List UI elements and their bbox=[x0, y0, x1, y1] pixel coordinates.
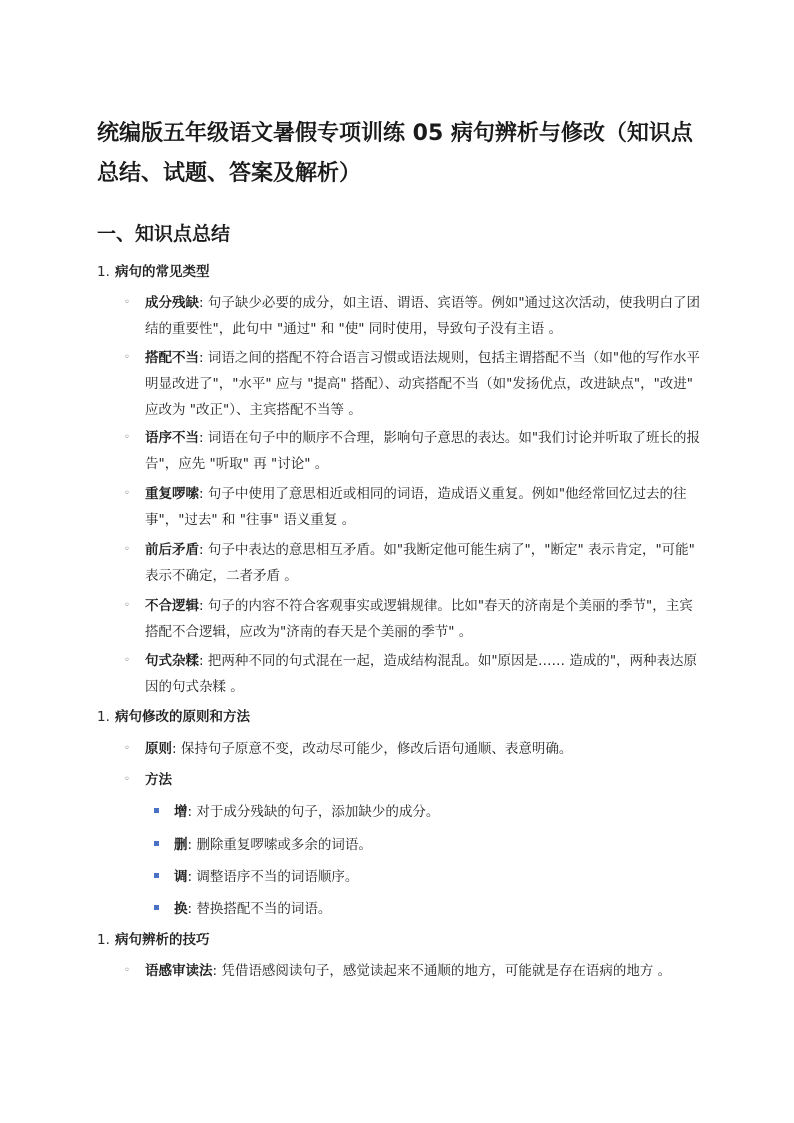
item-term: 方法 bbox=[145, 772, 172, 788]
item-term: 不合逻辑 bbox=[145, 598, 199, 614]
hollow-bullet-icon: ◦ bbox=[124, 600, 130, 611]
item-term: 成分残缺 bbox=[145, 295, 199, 311]
item-term: 重复啰嗦 bbox=[145, 486, 199, 502]
method-term: 删 bbox=[174, 837, 188, 853]
subsection-heading-principles bbox=[97, 707, 717, 727]
item-term: 搭配不当 bbox=[145, 350, 199, 366]
subsection-heading-types bbox=[97, 262, 717, 282]
item-term: 语感审读法 bbox=[145, 963, 213, 979]
list-number: 1. bbox=[97, 264, 110, 280]
square-bullet-icon bbox=[154, 841, 159, 846]
item-body: : 把两种不同的句式混在一起，造成结构混乱。如"原因是…… 造成的"，两种表达原因的句式杂糅 。 bbox=[145, 653, 698, 695]
hollow-bullet-icon: ◦ bbox=[124, 965, 130, 976]
list-number: 1. bbox=[97, 932, 110, 948]
item-term: 语序不当 bbox=[145, 430, 199, 446]
hollow-bullet-icon: ◦ bbox=[124, 774, 130, 785]
item-term: 前后矛盾 bbox=[145, 542, 199, 558]
hollow-bullet-icon: ◦ bbox=[124, 743, 130, 754]
hollow-bullet-icon: ◦ bbox=[124, 352, 130, 363]
item-body: : 词语之间的搭配不符合语言习惯或语法规则，包括主谓搭配不当（如"他的写作水平明显改进了"，"水平" 应与 "提高" 搭配）、动宾搭配不当（如"发扬优点，改进缺点"，"改进" 应改为 "改正"）、主宾搭配不当等 。 bbox=[145, 350, 701, 418]
item-body: : 词语在句子中的顺序不合理，影响句子意思的表达。如"我们讨论并听取了班长的报告"，应先 "听取" 再 "讨论" 。 bbox=[145, 430, 701, 472]
hollow-bullet-icon: ◦ bbox=[124, 655, 130, 666]
method-body: : 替换搭配不当的词语。 bbox=[187, 901, 332, 917]
section-heading: 一、知识点总结 bbox=[97, 223, 231, 245]
subsection-title: 病句辨析的技巧 bbox=[115, 932, 210, 948]
square-bullet-icon bbox=[154, 905, 159, 910]
item-body: : 句子中使用了意思相近或相同的词语，造成语义重复。例如"他经常回忆过去的往事"，"过去" 和 "往事" 语义重复 。 bbox=[145, 486, 687, 528]
hollow-bullet-icon: ◦ bbox=[124, 297, 130, 308]
method-term: 换 bbox=[174, 901, 188, 917]
square-bullet-icon bbox=[154, 808, 159, 813]
method-body: : 对于成分残缺的句子，添加缺少的成分。 bbox=[187, 804, 440, 820]
subsection-title: 病句的常见类型 bbox=[115, 264, 210, 280]
square-bullet-icon bbox=[154, 873, 159, 878]
item-body: : 句子缺少必要的成分，如主语、谓语、宾语等。例如"通过这次活动，使我明白了团结的重要性"，此句中 "通过" 和 "使" 同时使用，导致句子没有主语 。 bbox=[145, 295, 701, 337]
hollow-bullet-icon: ◦ bbox=[124, 544, 130, 555]
subsection-title: 病句修改的原则和方法 bbox=[115, 709, 250, 725]
method-body: : 调整语序不当的词语顺序。 bbox=[187, 869, 359, 885]
hollow-bullet-icon: ◦ bbox=[124, 432, 130, 443]
item-body: : 句子的内容不符合客观事实或逻辑规律。比如"春天的济南是个美丽的季节"，主宾搭配不合逻辑，应改为"济南的春天是个美丽的季节" 。 bbox=[145, 598, 693, 640]
hollow-bullet-icon: ◦ bbox=[124, 488, 130, 499]
item-body: : 凭借语感阅读句子，感觉读起来不通顺的地方，可能就是存在语病的地方 。 bbox=[212, 963, 672, 979]
item-term: 原则 bbox=[145, 741, 172, 757]
document-title: 统编版五年级语文暑假专项训练 05 病句辨析与修改（知识点总结、试题、答案及解析） bbox=[97, 121, 693, 186]
item-body: : 保持句子原意不变，改动尽可能少，修改后语句通顺、表意明确。 bbox=[172, 741, 573, 757]
subsection-heading-techniques bbox=[97, 930, 717, 950]
method-body: : 删除重复啰嗦或多余的词语。 bbox=[187, 837, 372, 853]
item-term: 句式杂糅 bbox=[145, 653, 199, 669]
item-body: : 句子中表达的意思相互矛盾。如"我断定他可能生病了"，"断定" 表示肯定，"可能" 表示不确定，二者矛盾 。 bbox=[145, 542, 695, 584]
method-term: 增 bbox=[174, 804, 188, 820]
list-number: 1. bbox=[97, 709, 110, 725]
method-term: 调 bbox=[174, 869, 188, 885]
